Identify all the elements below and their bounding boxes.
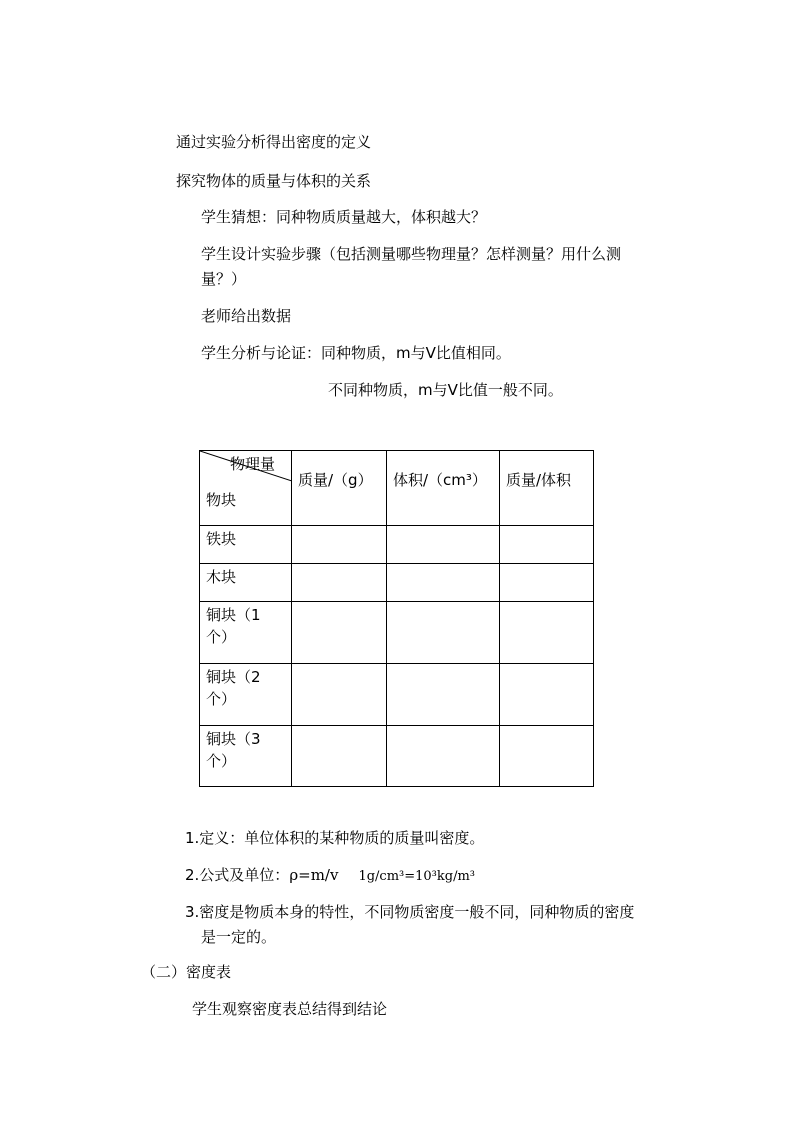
formula-label: 2.公式及单位： xyxy=(185,866,290,884)
table-cell xyxy=(292,526,387,564)
table-cell xyxy=(387,526,500,564)
text-line-analysis-2: 不同种物质，m与V比值一般不同。 xyxy=(328,381,563,399)
table-row xyxy=(200,664,594,726)
text-line-explore: 探究物体的质量与体积的关系 xyxy=(176,172,372,190)
table-cell xyxy=(500,664,594,726)
section-body: 学生观察密度表总结得到结论 xyxy=(192,1000,388,1018)
text-line-design-b: 量？） xyxy=(201,270,247,288)
section-heading: （二）密度表 xyxy=(141,963,232,981)
table-cell xyxy=(500,726,594,787)
point-formula xyxy=(185,864,475,888)
table-cell xyxy=(500,564,594,602)
point-property-a: 3.密度是物质本身的特性，不同物质密度一般不同，同种物质的密度 xyxy=(185,903,635,921)
table-cell xyxy=(387,664,500,726)
corner-label-object: 物块 xyxy=(206,491,237,509)
table-cell xyxy=(292,564,387,602)
text-line-design-a: 学生设计实验步骤（包括测量哪些物理量？怎样测量？用什么测 xyxy=(201,245,622,263)
table-corner-cell xyxy=(200,451,292,526)
data-table xyxy=(199,450,594,787)
text-line-guess: 学生猜想：同种物质质量越大，体积越大？ xyxy=(201,208,487,226)
table-row xyxy=(200,602,594,664)
header-volume: 体积/（cm³） xyxy=(387,451,500,526)
row-label-copper-1: 铜块（1 个） xyxy=(200,602,292,664)
table-cell xyxy=(292,664,387,726)
header-ratio: 质量/体积 xyxy=(500,451,594,526)
point-property-b: 是一定的。 xyxy=(201,928,277,946)
row-label-wood: 木块 xyxy=(200,564,292,602)
table-cell xyxy=(500,526,594,564)
table-cell xyxy=(500,602,594,664)
table-row xyxy=(200,564,594,602)
table-cell xyxy=(292,602,387,664)
text-line-definition-intro: 通过实验分析得出密度的定义 xyxy=(176,133,372,151)
row-label-iron: 铁块 xyxy=(200,526,292,564)
row-label-copper-3: 铜块（3 个） xyxy=(200,726,292,787)
header-mass: 质量/（g） xyxy=(292,451,387,526)
formula-units: 1g/cm³=10³kg/m³ xyxy=(358,869,476,884)
row-label-copper-2: 铜块（2 个） xyxy=(200,664,292,726)
table-row xyxy=(200,526,594,564)
table-row xyxy=(200,726,594,787)
table-cell xyxy=(387,564,500,602)
corner-label-quantity: 物理量 xyxy=(230,455,276,473)
table-cell xyxy=(387,726,500,787)
text-line-teacher-data: 老师给出数据 xyxy=(201,307,292,325)
text-line-analysis: 学生分析与论证：同种物质，m与V比值相同。 xyxy=(201,344,511,362)
point-definition: 1.定义：单位体积的某种物质的质量叫密度。 xyxy=(185,829,485,847)
formula-expression: ρ=m/v xyxy=(289,866,339,884)
table-cell xyxy=(387,602,500,664)
table-header-row xyxy=(200,451,594,526)
table-cell xyxy=(292,726,387,787)
